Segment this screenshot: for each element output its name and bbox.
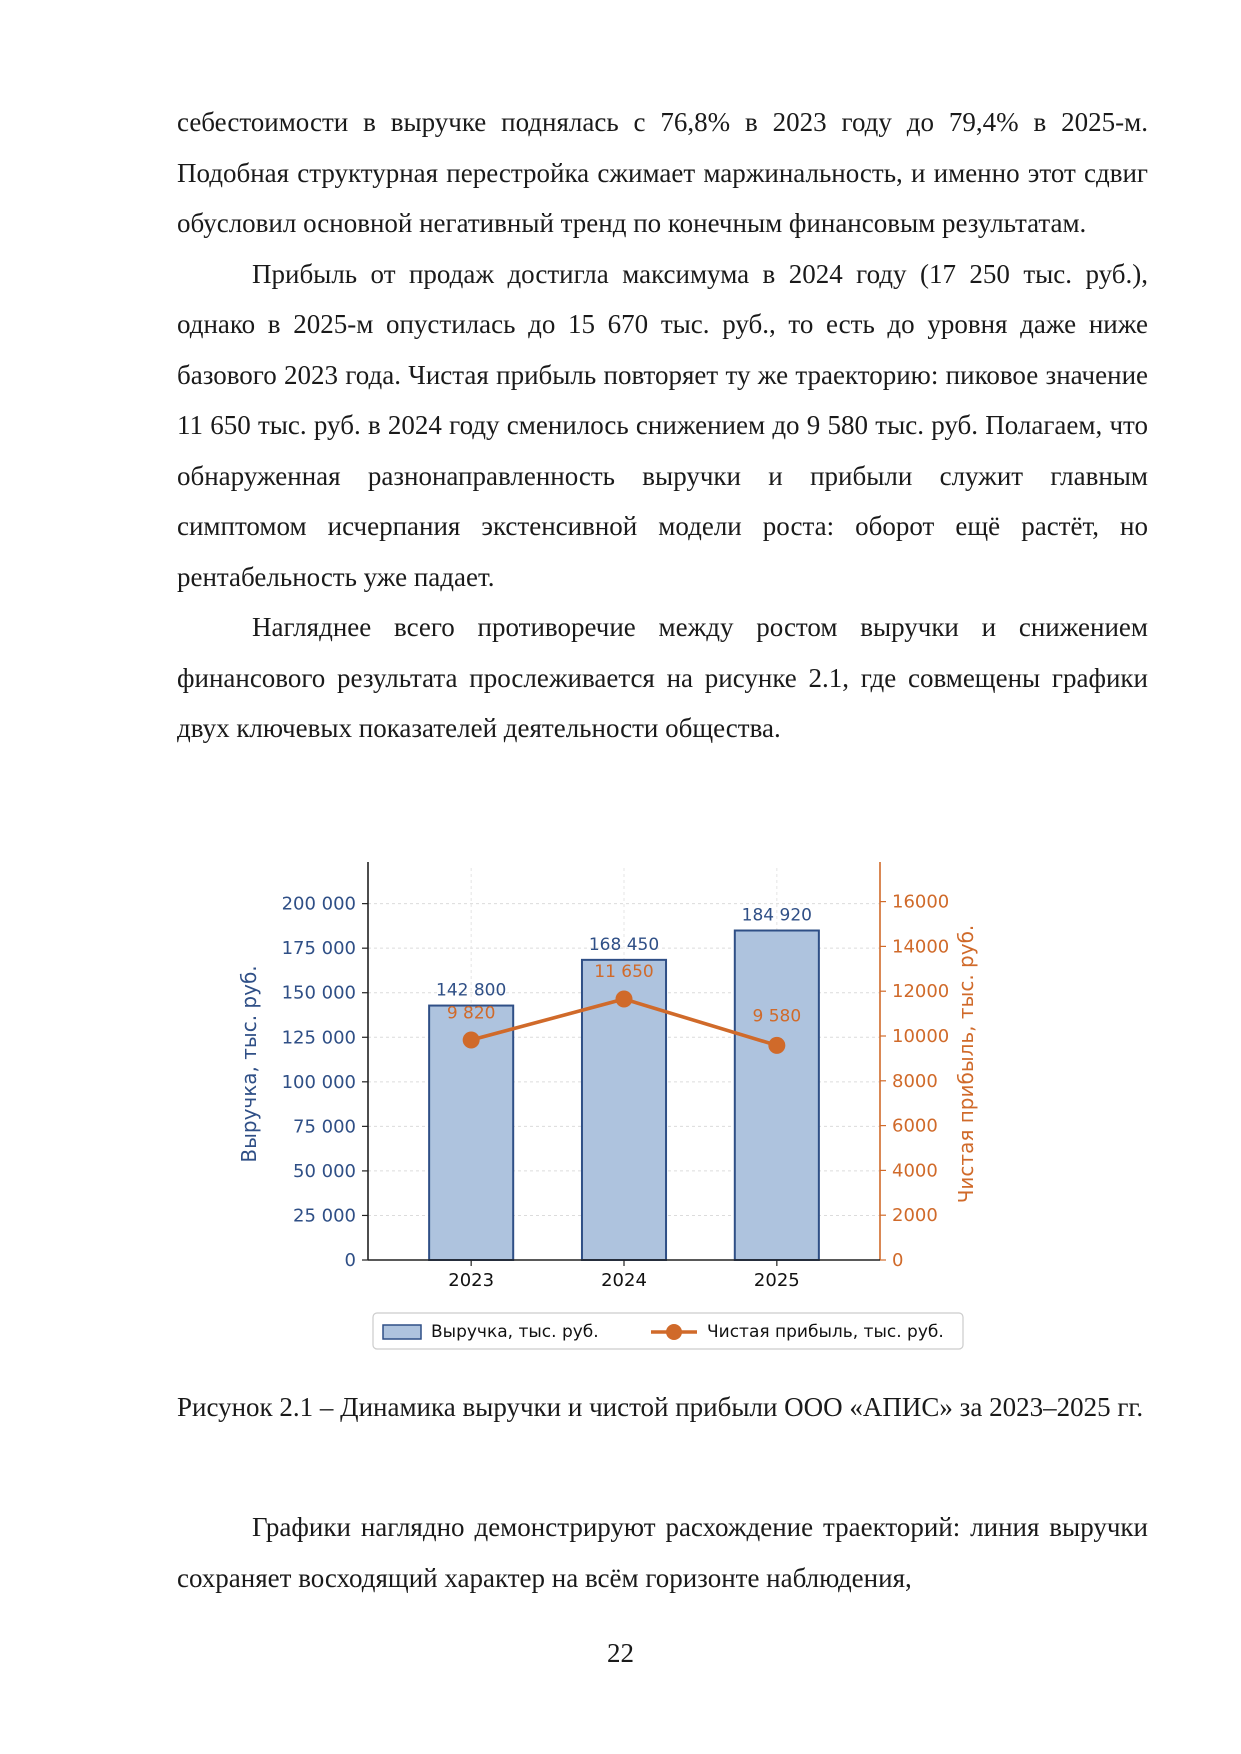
left-tick-label: 100 000 [281,1071,356,1093]
paragraph-2: Прибыль от продаж достигла максимума в 2024 году (17 250 тыс. руб.), однако в 2025-м опустилась до 15 670 тыс. руб., то есть до уровня даже ниже базового 2023 года. Чистая прибыль повторяет ту же траекторию: пиковое значение 11 650 тыс. руб. в 2024 году сменилось снижением до 9 580 тыс. руб. Полагаем, что обнаруженная разнонаправленность выручки и прибыли служит главным симптомом исчерпания экстенсивной модели роста: оборот ещё растёт, но рентабельность уже падает. [177,258,1148,592]
right-tick-label: 2000 [892,1205,938,1227]
legend-line-label: Чистая прибыль, тыс. руб. [707,1322,944,1342]
figure-chart [220,838,1080,1358]
net-profit-point-2023 [463,1032,480,1049]
chart-legend [373,1313,963,1349]
right-tick-label: 4000 [892,1160,938,1182]
body-text-bottom [177,1502,1148,1603]
left-tick-label: 0 [344,1250,356,1271]
right-tick-label: 14000 [892,936,950,958]
left-tick-label: 200 000 [281,893,356,915]
revenue-data-label: 142 800 [436,980,507,1001]
chart-svg [220,838,1080,1358]
left-tick-label: 25 000 [293,1205,356,1227]
right-tick-label: 16000 [892,891,950,913]
net-profit-data-label: 11 650 [594,962,654,983]
left-tick-label: 150 000 [281,982,356,1004]
left-axis-label: Выручка, тыс. руб. [237,965,261,1163]
legend-bar-label: Выручка, тыс. руб. [431,1322,599,1342]
net-profit-point-2025 [768,1037,785,1054]
page-number: 22 [607,1638,634,1668]
legend-line-marker [666,1324,682,1340]
right-axis-label: Чистая прибыль, тыс. руб. [954,924,978,1204]
x-tick-label: 2023 [448,1270,495,1291]
left-tick-label: 125 000 [281,1027,356,1049]
right-tick-label: 6000 [892,1115,938,1137]
net-profit-data-label: 9 820 [446,1003,496,1024]
left-tick-label: 175 000 [281,938,356,960]
paragraph-1: себестоимости в выручке поднялась с 76,8% в 2023 году до 79,4% в 2025-м. Подобная структурная перестройка сжимает маржинальность, и именно этот сдвиг обусловил основной негативный тренд по конечным финансовым результатам. [177,107,1148,238]
paragraph-3: Нагляднее всего противоречие между ростом выручки и снижением финансового результата прослеживается на рисунке 2.1, где совмещены графики двух ключевых показателей деятельности общества. [177,612,1148,743]
right-tick-label: 12000 [892,981,950,1003]
revenue-data-label: 168 450 [588,934,660,955]
x-tick-label: 2025 [753,1270,800,1291]
body-text-top [177,97,1148,754]
figure-caption: Рисунок 2.1 – Динамика выручки и чистой прибыли ООО «АПИС» за 2023–2025 гг. [177,1392,1144,1422]
left-tick-label: 50 000 [293,1160,356,1182]
right-tick-label: 8000 [892,1070,938,1092]
left-tick-label: 75 000 [293,1116,356,1138]
net-profit-data-label: 9 580 [752,1006,802,1027]
net-profit-point-2024 [616,991,633,1008]
paragraph-4: Графики наглядно демонстрируют расхождение траекторий: линия выручки сохраняет восходящий характер на всём горизонте наблюдения, [177,1512,1148,1593]
x-tick-label: 2024 [601,1270,647,1291]
right-tick-label: 0 [892,1250,904,1271]
revenue-data-label: 184 920 [741,905,812,926]
revenue-bar-2025 [735,931,819,1260]
legend-bar-swatch [383,1325,421,1339]
right-tick-label: 10000 [892,1026,950,1047]
